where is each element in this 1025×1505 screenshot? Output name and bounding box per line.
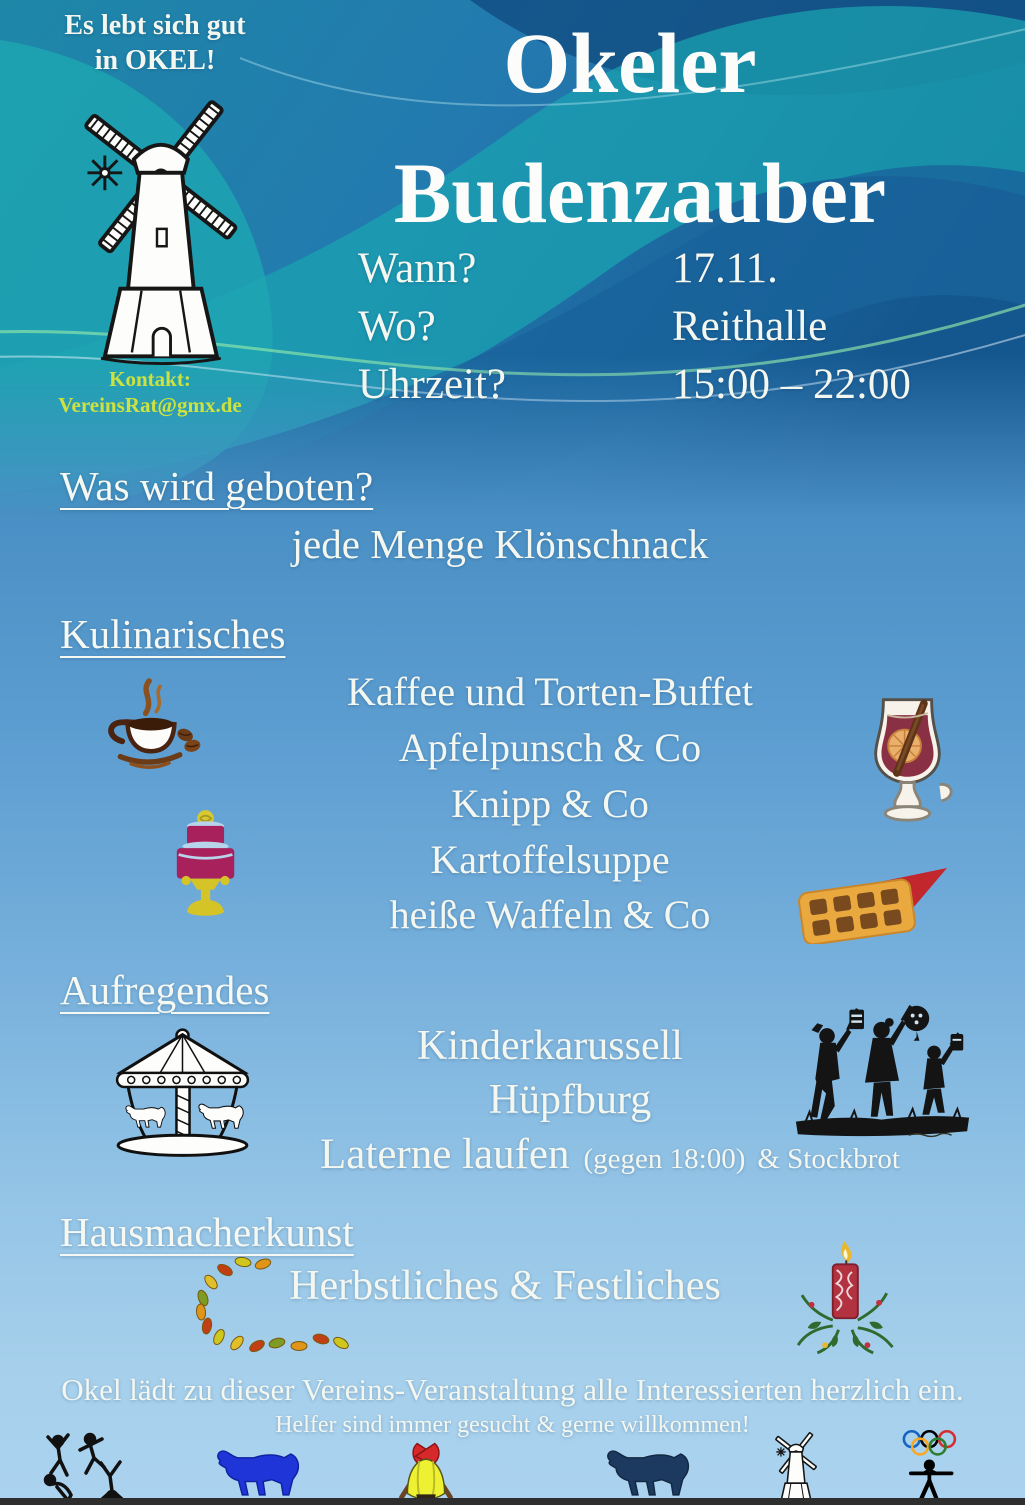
olympic-shooter-icon xyxy=(898,1428,970,1504)
cake-icon xyxy=(162,806,250,918)
tagline-line1: Es lebt sich gut xyxy=(64,10,246,41)
candle-icon xyxy=(775,1235,905,1360)
where-value: Reithalle xyxy=(672,303,828,350)
poster-title-line2: Budenzauber xyxy=(393,145,887,241)
culinary-item: Kaffee und Torten-Buffet xyxy=(347,669,753,714)
detail-questions xyxy=(358,240,506,414)
autumn-leaves-icon xyxy=(165,1250,375,1355)
exciting-heading: Aufregendes xyxy=(60,967,270,1013)
windmill-small-icon xyxy=(765,1428,825,1504)
contact-block xyxy=(25,366,275,419)
exciting-item3-note: (gegen 18:00) xyxy=(583,1143,746,1175)
carousel-icon xyxy=(100,1026,266,1158)
detail-answers xyxy=(672,240,911,414)
tagline xyxy=(40,8,270,78)
contact-email: VereinsRat@gmx.de xyxy=(58,393,242,418)
crafts-heading: Hausmacherkunst xyxy=(60,1209,354,1255)
footer-helpers: Helfer sind immer gesucht & gerne willkommen! xyxy=(275,1412,750,1438)
time-label: Uhrzeit? xyxy=(358,361,507,408)
acrobats-icon xyxy=(36,1432,146,1504)
bottom-edge-bar xyxy=(0,1498,1025,1505)
offer-heading: Was wird geboten? xyxy=(60,463,374,509)
punch-glass-icon xyxy=(850,690,965,825)
lantern-children-icon xyxy=(792,995,972,1145)
culinary-item: Kartoffelsuppe xyxy=(430,837,670,882)
navy-horse-icon xyxy=(600,1444,695,1502)
when-value: 17.11. xyxy=(672,245,778,292)
offer-subline: jede Menge Klönschnack xyxy=(291,521,709,567)
tagline-line2: in OKEL! xyxy=(94,45,216,76)
where-label: Wo? xyxy=(358,303,436,350)
contact-label: Kontakt: xyxy=(109,367,191,391)
exciting-item3-suffix: & Stockbrot xyxy=(757,1143,900,1175)
time-value: 15:00 – 22:00 xyxy=(672,361,911,408)
exciting-item2: Hüpfburg xyxy=(488,1077,652,1123)
coffee-cup-icon xyxy=(98,672,203,780)
culinary-item: Apfelpunsch & Co xyxy=(398,725,702,770)
footer-invitation: Okel lädt zu dieser Vereins-Veranstaltung alle Interessierten herzlich ein. xyxy=(61,1372,964,1407)
poster-title-line1: Okeler xyxy=(503,15,757,111)
when-label: Wann? xyxy=(358,245,477,292)
exciting-item3-main: Laterne laufen xyxy=(320,1131,570,1178)
waffle-icon xyxy=(795,860,967,944)
culinary-item: heiße Waffeln & Co xyxy=(389,892,711,937)
blue-horse-icon xyxy=(210,1444,305,1502)
culinary-heading: Kulinarisches xyxy=(60,611,286,657)
windmill-logo-icon xyxy=(72,84,242,366)
culinary-item: Knipp & Co xyxy=(451,781,649,826)
fire-brigade-icon xyxy=(382,1434,470,1504)
crafts-item1: Herbstliches & Festliches xyxy=(289,1263,721,1309)
exciting-item1: Kinderkarussell xyxy=(417,1023,683,1069)
